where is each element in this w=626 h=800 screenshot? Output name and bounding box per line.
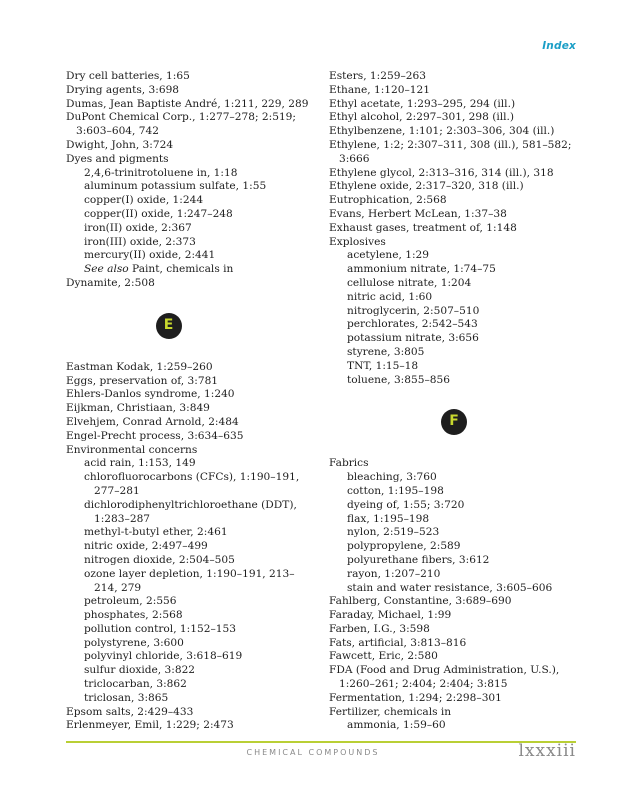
index-subentry: ammonium nitrate, 1:74–75 — [347, 263, 496, 276]
index-subentry: triclocarban, 3:862 — [84, 678, 187, 691]
index-subentry: iron(II) oxide, 2:367 — [84, 221, 192, 234]
index-subentry: perchlorates, 2:542–543 — [347, 318, 478, 331]
index-entry: Fawcett, Eric, 2:580 — [329, 650, 438, 663]
index-subentry — [66, 263, 316, 277]
index-subentry: nitrogen dioxide, 2:504–505 — [84, 553, 235, 566]
index-subentry: TNT, 1:15–18 — [347, 359, 419, 372]
index-subentry: chlorofluorocarbons (CFCs), 1:190–191, 277–281 — [84, 471, 300, 497]
index-subentry: mercury(II) oxide, 2:441 — [84, 249, 216, 262]
index-entry: Eggs, preservation of, 3:781 — [66, 374, 219, 387]
index-entry: Ethyl alcohol, 2:297–301, 298 (ill.) — [329, 111, 515, 124]
see-also-label: See also — [84, 263, 129, 276]
index-subentry: iron(III) oxide, 2:373 — [84, 235, 196, 248]
index-subentry: nitric oxide, 2:497–499 — [84, 540, 208, 553]
index-column-right — [329, 70, 584, 733]
index-column-left — [66, 70, 316, 733]
index-subentry: potassium nitrate, 3:656 — [347, 332, 479, 345]
footer-book-title: CHEMICAL COMPOUNDS — [246, 748, 380, 757]
index-entry: Eastman Kodak, 1:259–260 — [66, 360, 213, 373]
index-subentry: nitroglycerin, 2:507–510 — [347, 304, 480, 317]
index-subentry: bleaching, 3:760 — [347, 471, 437, 484]
index-entry: Exhaust gases, treatment of, 1:148 — [329, 221, 517, 234]
index-entry: Fats, artificial, 3:813–816 — [329, 636, 467, 649]
index-entry: Ethyl acetate, 1:293–295, 294 (ill.) — [329, 97, 516, 110]
index-entry: Ethane, 1:120–121 — [329, 83, 431, 96]
index-subentry: methyl-t-butyl ether, 2:461 — [84, 526, 228, 539]
section-letter-divider — [329, 387, 584, 457]
index-subentry: 2,4,6-trinitrotoluene in, 1:18 — [84, 166, 238, 179]
index-entry: Fahlberg, Constantine, 3:689–690 — [329, 595, 512, 608]
index-entry: Dry cell batteries, 1:65 — [66, 70, 190, 82]
index-subentry: flax, 1:195–198 — [347, 512, 430, 525]
index-entry: DuPont Chemical Corp., 1:277–278; 2:519; 3:603–604, 742 — [66, 111, 296, 138]
index-entry: Dynamite, 2:508 — [66, 276, 155, 289]
index-subentry: acetylene, 1:29 — [347, 249, 430, 262]
index-subentry: ozone layer depletion, 1:190–191, 213–214, 279 — [84, 567, 295, 594]
index-entry: Environmental concerns — [66, 443, 198, 456]
index-subentry: polyvinyl chloride, 3:618–619 — [84, 650, 243, 663]
index-subentry: ammonia, 1:59–60 — [347, 719, 446, 732]
index-entry: Ethylene, 1:2; 2:307–311, 308 (ill.), 581–582; 3:666 — [329, 138, 572, 165]
index-entry: Ehlers-Danlos syndrome, 1:240 — [66, 388, 235, 401]
index-subentry: toluene, 3:855–856 — [347, 373, 450, 386]
index-subentry: dyeing of, 1:55; 3:720 — [347, 498, 465, 511]
index-entry: Ethylene oxide, 2:317–320, 318 (ill.) — [329, 180, 524, 193]
index-subentry: stain and water resistance, 3:605–606 — [347, 581, 553, 594]
running-head: Index — [542, 40, 576, 52]
index-subentry: polyurethane fibers, 3:612 — [347, 553, 490, 566]
index-entry: Ethylbenzene, 1:101; 2:303–306, 304 (ill.) — [329, 125, 555, 138]
index-subentry: petroleum, 2:556 — [84, 595, 177, 608]
index-entry: Farben, I.G., 3:598 — [329, 622, 430, 635]
index-subentry: nitric acid, 1:60 — [347, 290, 433, 303]
index-entry: Eutrophication, 2:568 — [329, 194, 447, 207]
index-entry: Dumas, Jean Baptiste André, 1:211, 229, 289 — [66, 97, 309, 110]
index-subentry: sulfur dioxide, 3:822 — [84, 664, 196, 677]
index-entry: Esters, 1:259–263 — [329, 70, 426, 82]
index-entry: Epsom salts, 2:429–433 — [66, 705, 194, 718]
index-entry: Ethylene glycol, 2:313–316, 314 (ill.), 318 — [329, 166, 554, 179]
index-entry: Dyes and pigments — [66, 152, 169, 165]
index-subentry: nylon, 2:519–523 — [347, 526, 440, 539]
section-letter-divider — [66, 291, 316, 361]
index-subentry: aluminum potassium sulfate, 1:55 — [84, 180, 267, 193]
index-entry: Erlenmeyer, Emil, 1:229; 2:473 — [66, 719, 234, 732]
index-subentry: dichlorodiphenyltrichloroethane (DDT), 1:283–287 — [84, 498, 297, 525]
section-letter-badge: F — [441, 409, 467, 435]
see-also-target: Paint, chemicals in — [128, 263, 234, 276]
page-number: lxxxiii — [518, 741, 576, 761]
index-entry: Dwight, John, 3:724 — [66, 138, 174, 151]
index-subentry: cellulose nitrate, 1:204 — [347, 276, 472, 289]
index-entry: Evans, Herbert McLean, 1:37–38 — [329, 207, 507, 220]
index-subentry: copper(II) oxide, 1:247–248 — [84, 207, 233, 220]
index-subentry: polystyrene, 3:600 — [84, 636, 184, 649]
index-entry: Fertilizer, chemicals in — [329, 705, 452, 718]
index-entry: Eijkman, Christiaan, 3:849 — [66, 402, 210, 415]
index-subentry: polypropylene, 2:589 — [347, 540, 461, 553]
index-entry: Fermentation, 1:294; 2:298–301 — [329, 691, 502, 704]
index-entry: Faraday, Michael, 1:99 — [329, 609, 452, 622]
index-entry: FDA (Food and Drug Administration, U.S.), 1:260–261; 2:404; 2:404; 3:815 — [329, 664, 560, 691]
index-subentry: copper(I) oxide, 1:244 — [84, 194, 204, 207]
index-entry: Explosives — [329, 235, 386, 248]
index-entry: Fabrics — [329, 457, 369, 470]
index-entry: Engel-Precht process, 3:634–635 — [66, 429, 244, 442]
footer-rule — [66, 741, 576, 743]
section-letter-badge: E — [156, 313, 182, 339]
index-subentry: triclosan, 3:865 — [84, 691, 169, 704]
index-subentry: pollution control, 1:152–153 — [84, 622, 236, 635]
index-subentry: styrene, 3:805 — [347, 345, 425, 358]
index-subentry: rayon, 1:207–210 — [347, 567, 441, 580]
index-subentry: cotton, 1:195–198 — [347, 484, 444, 497]
index-subentry: acid rain, 1:153, 149 — [84, 457, 196, 470]
index-subentry: phosphates, 2:568 — [84, 609, 183, 622]
index-entry: Drying agents, 3:698 — [66, 83, 180, 96]
index-entry: Elvehjem, Conrad Arnold, 2:484 — [66, 415, 239, 428]
